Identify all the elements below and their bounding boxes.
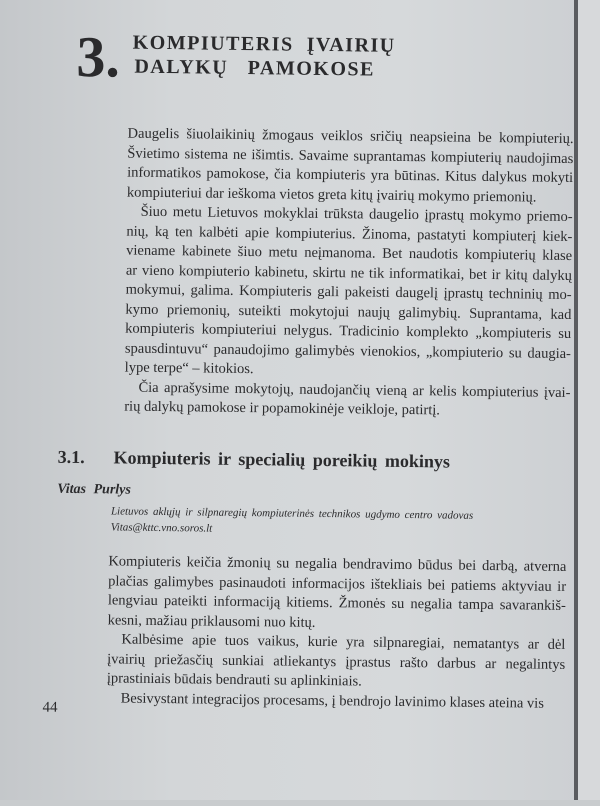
text-line: Čia aprašysime mokytojų, naudojančių vieną ar kelis kompiuterius įvai- xyxy=(138,379,571,401)
text-line: kesni, mažiau priklausomi nuo kitų. xyxy=(107,611,316,631)
page-number: 44 xyxy=(42,699,58,716)
text-line: informatikos pamokose, čia kompiuteris yra būtinas. Kitus dalykus mokyti xyxy=(127,164,574,187)
text-line: spausdintuvu“ panaudojimo galimybės vienokios, „kompiuterio su daugia- xyxy=(124,340,572,362)
text-line: kymo priemonių, suteikti mokytojui naujų galimybių. Suprantama, kad xyxy=(125,301,572,323)
section-heading xyxy=(58,447,451,473)
intro-text xyxy=(124,125,574,423)
author-email: Vitas@kttc.vno.soros.lt xyxy=(110,521,213,535)
next-page-edge xyxy=(578,0,600,800)
affiliation-text: Lietuvos aklųjų ir silpnaregių kompiuterinės technikos ugdymo centro vadovas xyxy=(110,505,474,522)
text-line: Kompiuteris keičia žmonių su negalia bendravimo būdus bei darbą, atverna xyxy=(108,553,567,575)
section-title: Kompiuteris ir specialių poreikių mokinys xyxy=(113,447,451,472)
text-line: viename kabinete šiuo metu neįmanoma. Bet naudotis kompiuterių klase xyxy=(126,242,573,265)
text-line: kompiuteriui dar ieškoma vietos greta kitų įvairių mokymo priemonių. xyxy=(126,184,537,206)
text-line: mokymui, galima. Kompiuteris gali pakeisti daugelį įprastų techninių mo- xyxy=(125,281,572,304)
text-line: Besivystant integracijos procesams, į bendrojo lavinimo klases ateina vis xyxy=(120,690,544,712)
text-line: rių dalykų pamokose ir popamokinėje veikloje, patirtį. xyxy=(124,398,441,419)
text-line: kompiuteris kompiuteriui nelygus. Tradicinio komplekto „kompiuteris su xyxy=(125,320,572,343)
text-line: įvairių priežasčių sunkiai atliekantys įprastus rašto darbus ar negalintys xyxy=(107,650,566,673)
text-line: ar vieno kompiuterio kabinetu, skirtu ne tik informatikai, bet ir kitų dalykų xyxy=(125,262,572,284)
author-name: Vitas Purlys xyxy=(57,481,131,498)
text-line: Šiuo metu Lietuvos mokyklai trūksta daugelio įprastų mokymo priemo- xyxy=(140,203,573,226)
section-number: 3.1. xyxy=(57,446,85,468)
text-line: nių, ką ten kalbėti apie kompiuterius. Žinoma, pastatyti kompiuterį kiek- xyxy=(126,223,573,245)
text-line: įprastiniais būdais bendrauti su aplinkiniais. xyxy=(106,670,362,690)
chapter-title-line: KOMPIUTERIS ĮVAIRIŲ xyxy=(132,31,396,57)
section-text xyxy=(107,552,567,714)
author-affiliation xyxy=(111,503,474,539)
text-line: plačias galimybes pasinaudoti informacijos ištekliais bei patiems aktyviau ir xyxy=(108,572,567,595)
chapter-number: 3. xyxy=(76,23,121,90)
text-line: lype terpe“ – kitokios. xyxy=(124,359,254,378)
text-line: Kalbėsime apie tuos vaikus, kurie yra silpnaregiai, nematantys ar dėl xyxy=(121,631,566,653)
chapter-title xyxy=(132,31,396,82)
text-line: Švietimo sistema ne išimtis. Savaime suprantamas kompiuterių naudojimas xyxy=(127,145,574,167)
chapter-title-line: DALYKŲ PAMOKOSE xyxy=(134,55,376,81)
text-line: Daugelis šiuolaikinių žmogaus veiklos sričių neapsieina be kompiuterių. xyxy=(127,125,574,148)
text-line: lengviau pateikti informaciją kitiems. Žmonės su negalia tampa savarankiš- xyxy=(107,592,566,614)
